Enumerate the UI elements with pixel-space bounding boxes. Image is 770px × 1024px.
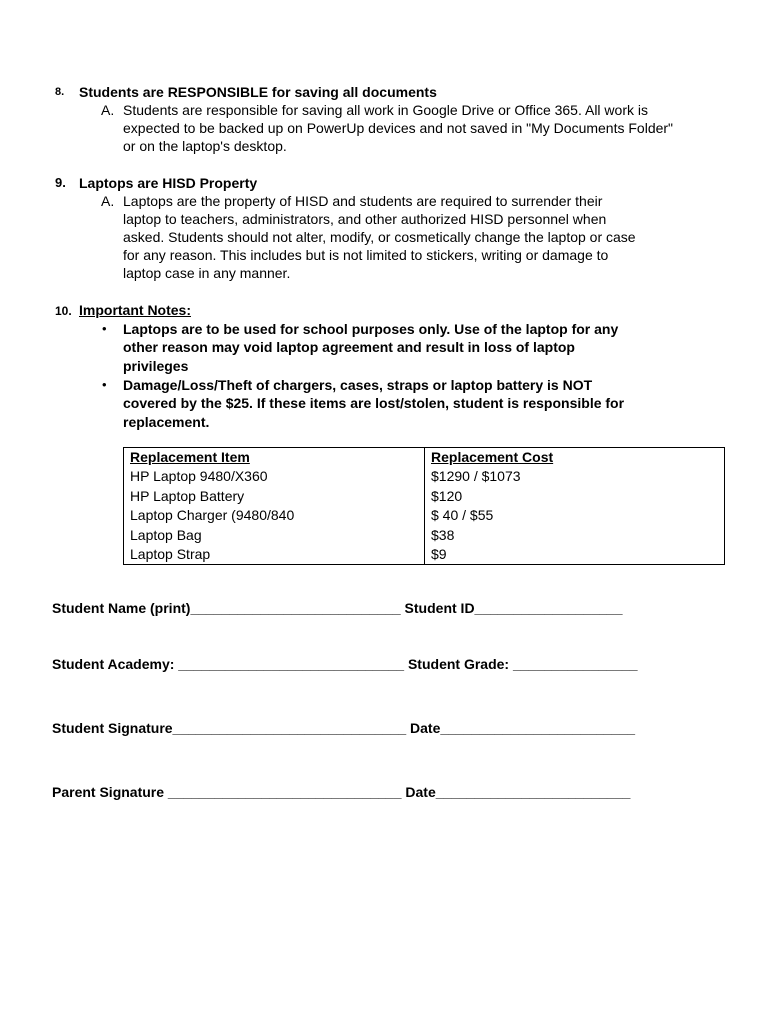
text-line: laptop to teachers, administrators, and other authorized HISD personnel when — [123, 211, 607, 227]
item-letter: A. — [101, 193, 115, 209]
item-letter: A. — [101, 102, 115, 118]
text-line: or on the laptop's desktop. — [123, 138, 287, 154]
section-heading: Students are RESPONSIBLE for saving all documents — [79, 84, 437, 100]
table-row — [124, 526, 725, 545]
text-line: for any reason. This includes but is not limited to stickers, writing or damage to — [123, 247, 609, 263]
table-cell-cost: $38 — [425, 526, 725, 545]
table-cell-item: Laptop Charger (9480/840 — [124, 506, 425, 525]
section-heading — [79, 301, 191, 319]
student-signature-field[interactable]: Student Signature______________________________ Date_________________________ — [52, 720, 636, 736]
table-header-cell — [425, 448, 725, 468]
parent-signature-field[interactable]: Parent Signature ______________________________ Date_________________________ — [52, 784, 631, 800]
section-number: 8. — [55, 86, 65, 98]
text-line: laptop case in any manner. — [123, 265, 291, 281]
student-academy-field[interactable]: Student Academy: _____________________________ Student Grade: ________________ — [52, 656, 638, 672]
section-heading-text: Important Notes: — [79, 302, 191, 318]
text-line: privileges — [123, 357, 189, 374]
header-replacement-item: Replacement Item — [130, 449, 250, 465]
table-cell-cost: $ 40 / $55 — [425, 506, 725, 525]
text-line: Students are responsible for saving all work in Google Drive or Office 365. All work is — [123, 102, 648, 118]
table-cell-cost: $9 — [425, 545, 725, 565]
table-cell-item: HP Laptop 9480/X360 — [124, 467, 425, 486]
table-header-cell — [124, 448, 425, 468]
section-number: 9. — [55, 175, 66, 190]
table-row — [124, 545, 725, 565]
table-row — [124, 467, 725, 486]
text-line: asked. Students should not alter, modify, or cosmetically change the laptop or case — [123, 229, 636, 245]
text-line: other reason may void laptop agreement and result in loss of laptop — [123, 339, 575, 356]
table-cell-item: Laptop Bag — [124, 526, 425, 545]
item-text — [123, 192, 636, 282]
table-header-row — [124, 448, 725, 468]
table-cell-item: Laptop Strap — [124, 545, 425, 565]
table-row — [124, 487, 725, 506]
student-name-field[interactable]: Student Name (print)___________________________ Student ID___________________ — [52, 600, 623, 616]
bullet-text — [123, 320, 618, 375]
table-cell-item: HP Laptop Battery — [124, 487, 425, 506]
section-number: 10. — [55, 304, 72, 318]
text-line: expected to be backed up on PowerUp devices and not saved in "My Documents Folder" — [123, 120, 674, 136]
item-text — [123, 101, 673, 155]
table-cell-cost: $1290 / $1073 — [425, 467, 725, 486]
bullet-text — [123, 376, 624, 431]
table-cell-cost: $120 — [425, 487, 725, 506]
text-line: Laptops are the property of HISD and students are required to surrender their — [123, 193, 603, 209]
text-line: Laptops are to be used for school purposes only. Use of the laptop for any — [123, 321, 619, 337]
replacement-cost-table — [123, 447, 725, 565]
bullet-icon: • — [102, 321, 107, 336]
text-line: Damage/Loss/Theft of chargers, cases, straps or laptop battery is NOT — [123, 377, 593, 393]
text-line: replacement. — [123, 413, 210, 430]
section-heading: Laptops are HISD Property — [79, 175, 258, 191]
table-row — [124, 506, 725, 525]
header-replacement-cost: Replacement Cost — [431, 449, 554, 465]
bullet-icon: • — [102, 377, 107, 392]
text-line: covered by the $25. If these items are lost/stolen, student is responsible for — [123, 395, 625, 412]
